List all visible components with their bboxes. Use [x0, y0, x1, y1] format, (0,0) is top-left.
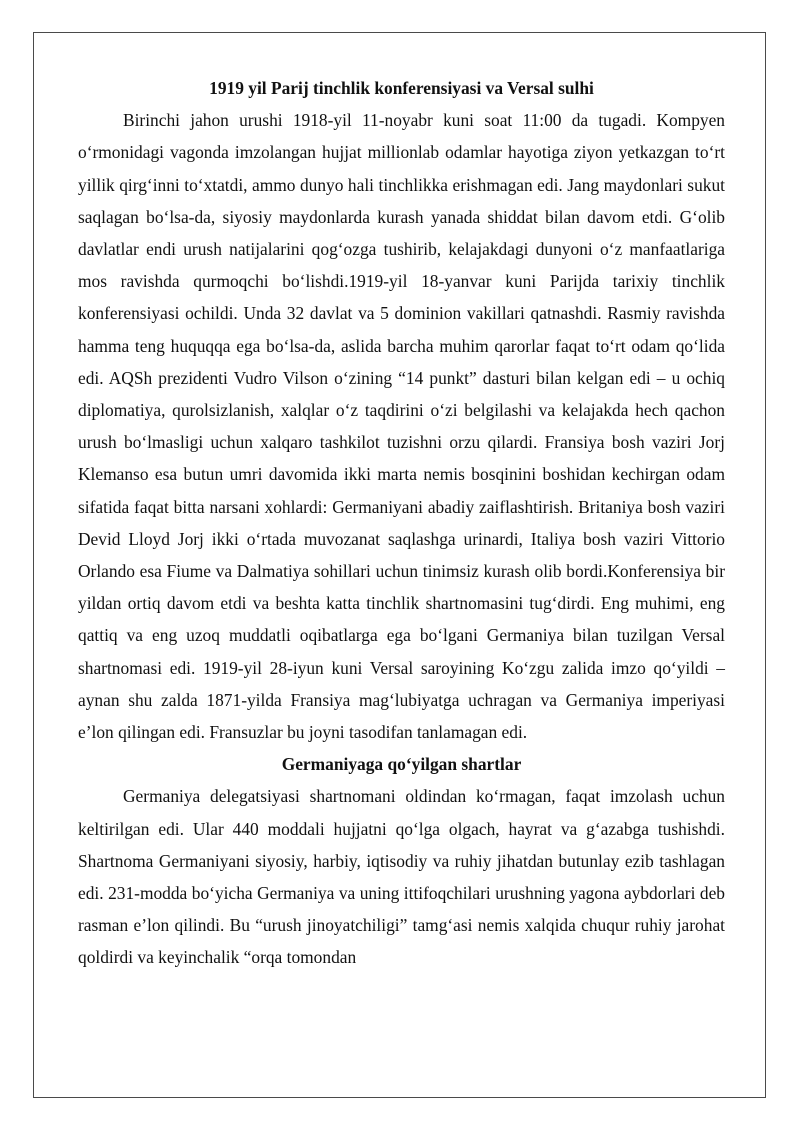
paragraph-conditions: Germaniya delegatsiyasi shartnomani oldindan koʻrmagan, faqat imzolash uchun keltirilgan edi. Ular 440 moddali hujjatni qoʻlga olgach, hayrat va gʻazabga tushishdi. Shartnoma Germaniyani siyosiy, harbiy, iqtisodiy va ruhiy jihatdan butunlay ezib tashlagan edi. 231-modda boʻyicha Germaniya va uning ittifoqchilari urushning yagona aybdorlari deb rasman e’lon qilindi. Bu “urush jinoyatchiligi” tamgʻasi nemis xalqida chuqur ruhiy jarohat qoldirdi va keyinchalik “orqa tomondan [78, 786, 725, 968]
document-title: 1919 yil Parij tinchlik konferensiyasi va Versal sulhi [209, 78, 594, 98]
document-body [78, 72, 725, 974]
section-heading: Germaniyaga qoʻyilgan shartlar [281, 754, 522, 775]
paragraph-intro: Birinchi jahon urushi 1918-yil 11-noyabr kuni soat 11:00 da tugadi. Kompyen oʻrmonidagi vagonda imzolangan hujjat millionlab odamlar hayotiga ziyon yetkazgan toʻrt yillik qirgʻinni toʻxtatdi, ammo dunyo hali tinchlikka erishmagan edi. Jang maydonlari sukut saqlagan boʻlsa-da, siyosiy maydonlarda kurash yanada shiddat bilan davom etdi. Gʻolib davlatlar endi urush natijalarini qogʻozga tushirib, kelajakdagi dunyoni oʻz manfaatlariga mos ravishda qurmoqchi boʻlishdi.1919-yil 18-yanvar kuni Parijda tarixiy tinchlik konferensiyasi ochildi. Unda 32 davlat va 5 dominion vakillari qatnashdi. Rasmiy ravishda hamma teng huquqqa ega boʻlsa-da, aslida barcha muhim qarorlar faqat toʻrt odam qoʻlida edi. AQSh prezidenti Vudro Vilson oʻzining “14 punkt” dasturi bilan kelgan edi – u ochiq diplomatiya, qurolsizlanish, xalqlar oʻz taqdirini oʻzi belgilashi va kelajakda hech qachon urush boʻlmasligi uchun xalqaro tashkilot tuzishni orzu qilardi. Fransiya bosh vaziri Jorj Klemanso esa butun umri davomida ikki marta nemis bosqinini boshidan kechirgan odam sifatida faqat bitta narsani xohlardi: Germaniyani abadiy zaiflashtirish. Britaniya bosh vaziri Devid Lloyd Jorj ikki oʻrtada muvozanat saqlashga urinardi, Italiya bosh vaziri Vittorio Orlando esa Fiume va Dalmatiya sohillari uchun tinimsiz kurash olib bordi.Konferensiya bir yildan ortiq davom etdi va beshta katta tinchlik shartnomasini tugʻdirdi. Eng muhimi, eng qattiq va eng uzoq muddatli oqibatlarga ega boʻlgani Germaniya bilan tuzilgan Versal shartnomasi edi. 1919-yil 28-iyun kuni Versal saroyining Koʻzgu zalida imzo qoʻyildi – aynan shu zalda 1871-yilda Fransiya magʻlubiyatga uchragan va Germaniya imperiyasi e’lon qilingan edi. Fransuzlar bu joyni tasodifan tanlamagan edi. [78, 110, 725, 743]
